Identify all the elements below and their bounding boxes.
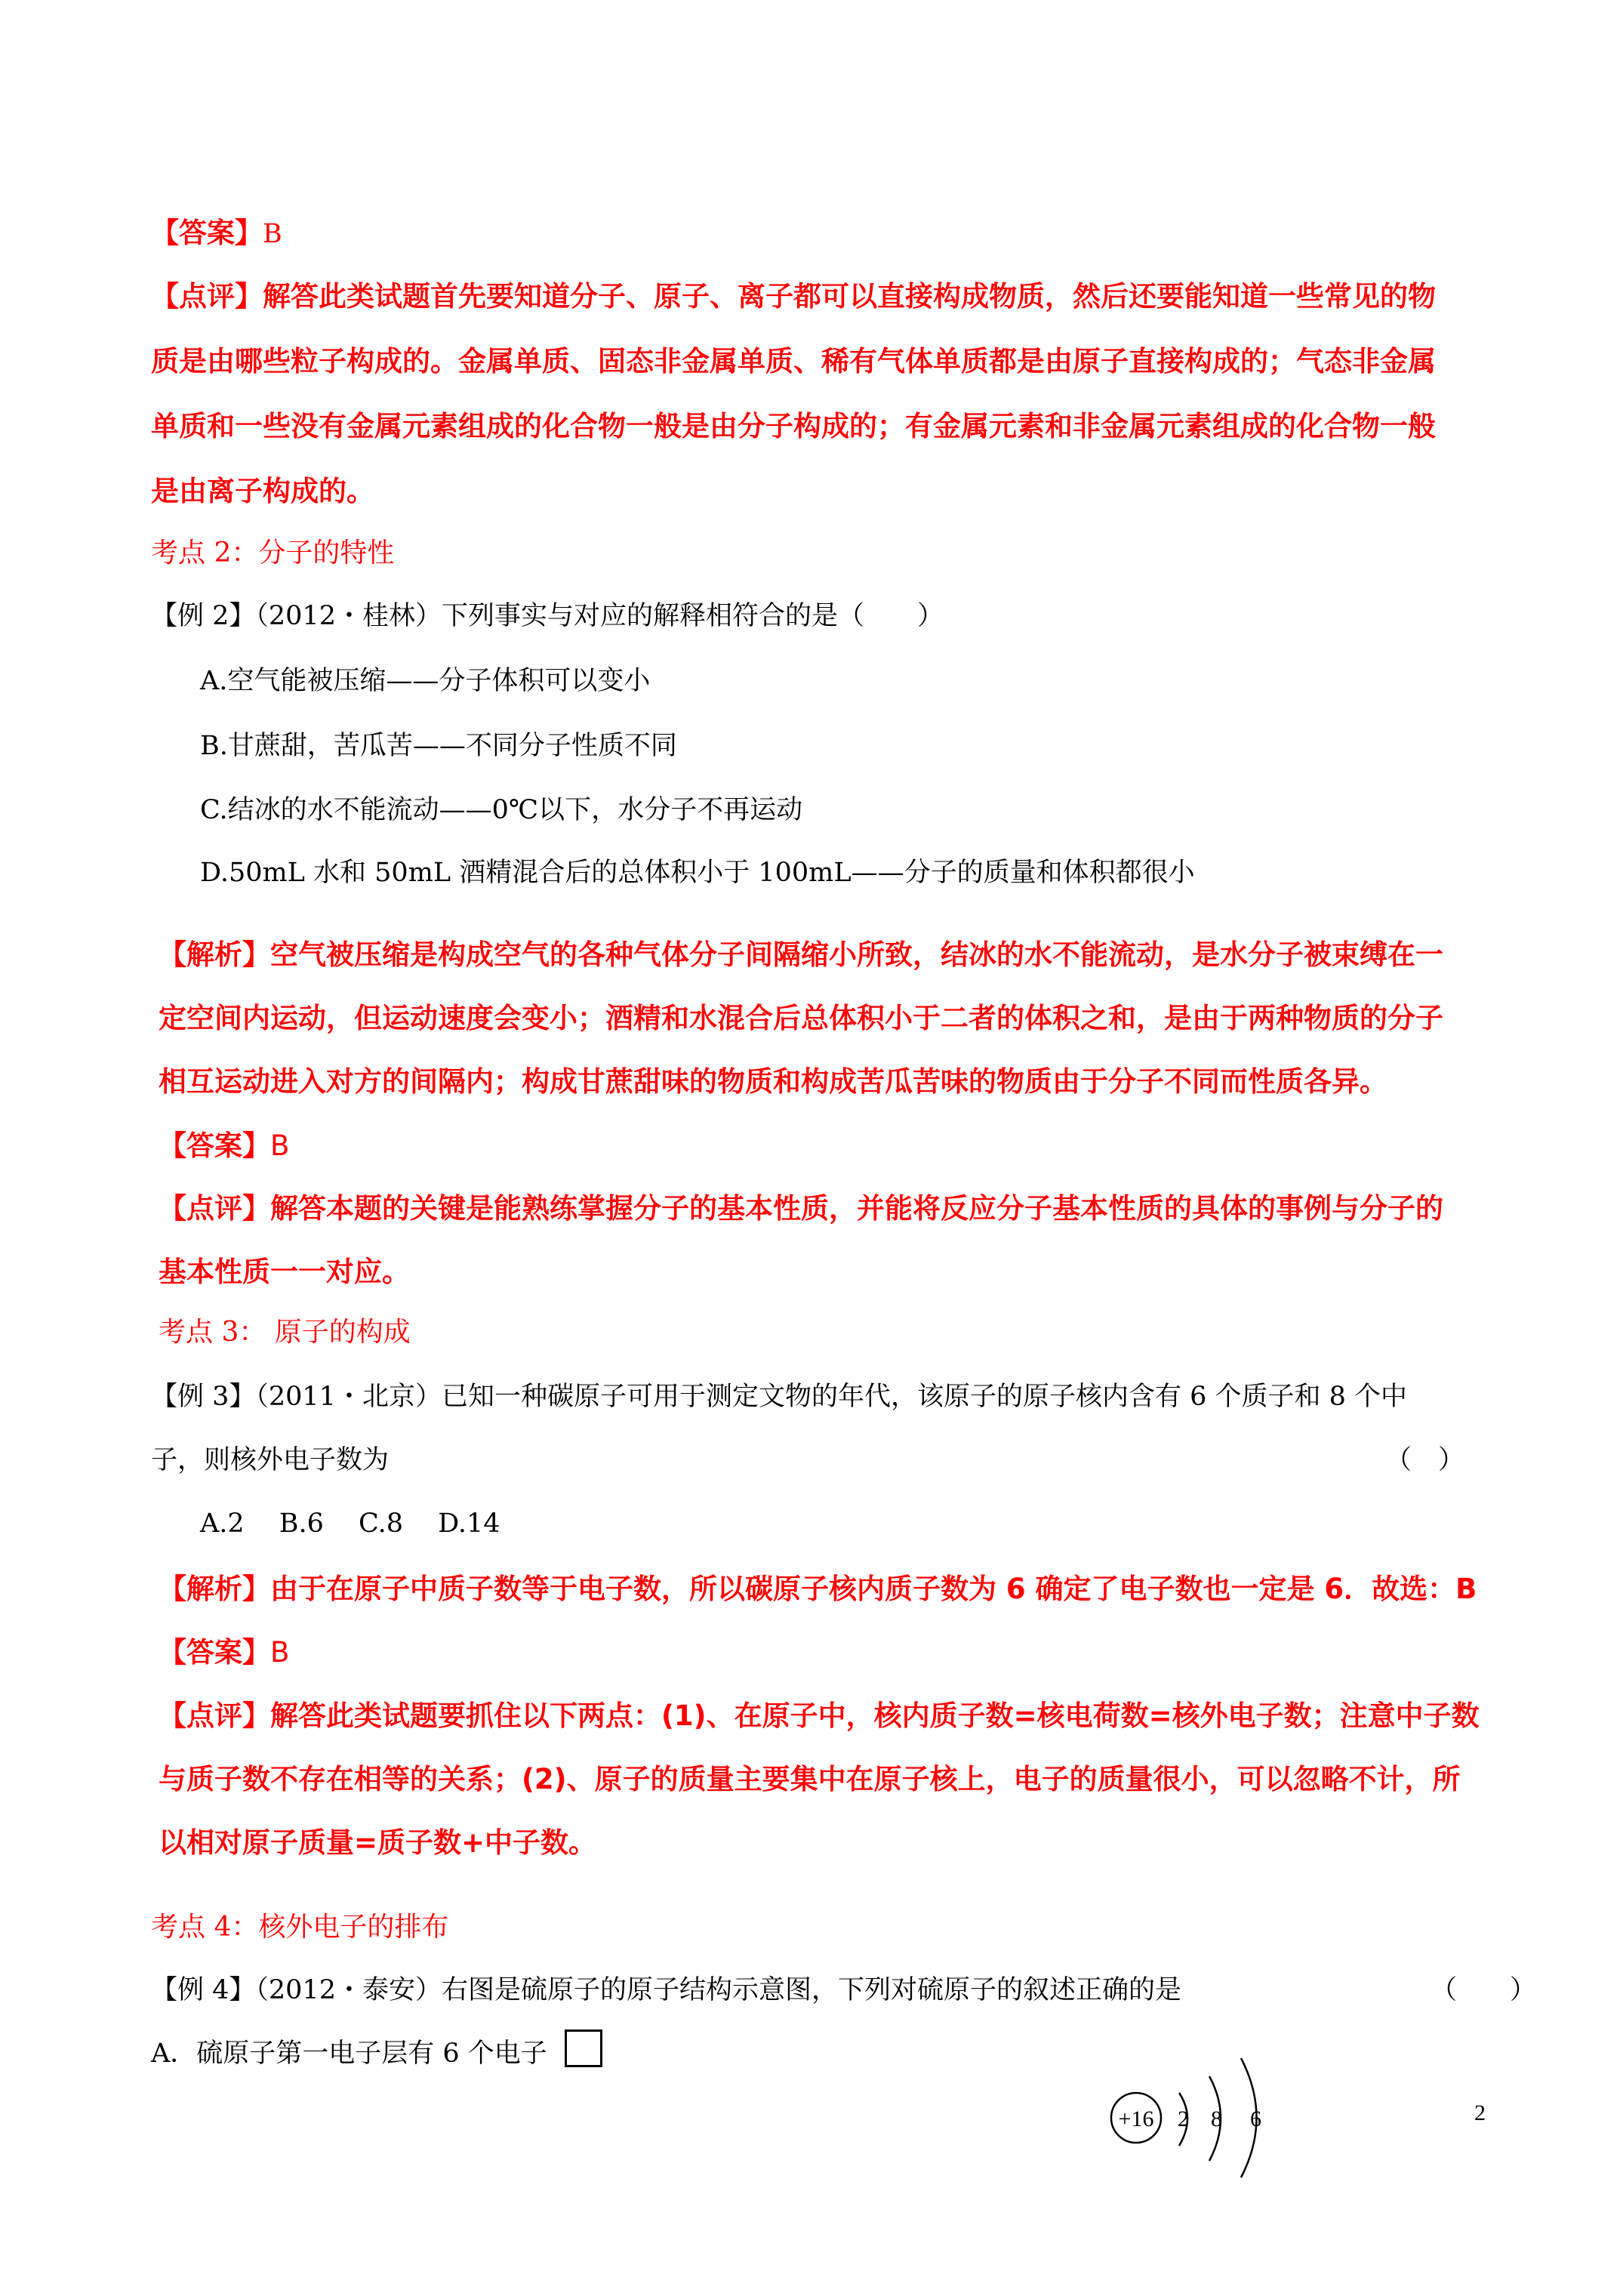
comment-text: 与质子数不存在相等的关系；(2)、原子的质量主要集中在原子核上，电子的质量很小，可以忽略不计，所 xyxy=(159,1763,1461,1795)
comment-line-1 xyxy=(151,273,1436,314)
comment-tag: 【点评】 xyxy=(159,1700,270,1732)
comment-text: 解答本题的关键是能熟练掌握分子的基本性质，并能将反应分子基本性质的具体的事例与分子的 xyxy=(270,1192,1443,1225)
checkbox-square xyxy=(565,2029,602,2067)
sulfur-atom-diagram xyxy=(1102,2046,1298,2182)
nucleus-label: +16 xyxy=(1118,2106,1154,2131)
analysis-text: 由于在原子中质子数等于电子数，所以碳原子核内质子数为 6 确定了电子数也一定是 6．故选：B xyxy=(270,1573,1477,1605)
answer-tag: 【答案】 xyxy=(159,1636,270,1669)
answer-paren: （ ） xyxy=(1385,1445,1465,1475)
comment-text: 基本性质一一对应。 xyxy=(159,1256,410,1288)
section-title: 考点 2：分子的特性 xyxy=(151,538,395,569)
comment-tag: 【点评】 xyxy=(151,280,263,313)
option-a: A．硫原子第一电子层有 6 个电子 xyxy=(151,2039,547,2069)
example-stem: 【例 4】（2012・泰安）右图是硫原子的原子结构示意图，下列对硫原子的叙述正确的是 xyxy=(151,1975,1181,2005)
option-d: D.50mL 水和 50mL 酒精混合后的总体积小于 100mL——分子的质量和体积都很小 xyxy=(200,858,1195,888)
comment-text: 解答此类试题要抓住以下两点：(1)、在原子中，核内质子数=核电荷数=核外电子数；注意中子数 xyxy=(270,1700,1480,1732)
analysis-text: 相互运动进入对方的间隔内；构成甘蔗甜味的物质和构成苦瓜苦味的物质由于分子不同而性质各异。 xyxy=(159,1065,1387,1098)
page-number: 2 xyxy=(1474,2100,1486,2125)
answer-value: B xyxy=(270,1636,290,1669)
answer-line-2 xyxy=(159,1123,289,1163)
analysis-line-3 xyxy=(159,1566,1477,1607)
analysis-text: 空气被压缩是构成空气的各种气体分子间隔缩小所致，结冰的水不能流动，是水分子被束缚在一 xyxy=(270,938,1443,971)
example-stem: 【例 3】（2011・北京）已知一种碳原子可用于测定文物的年代，该原子的原子核内含有 6 个质子和 8 个中 xyxy=(151,1382,1408,1412)
comment-text: 是由离子构成的。 xyxy=(151,475,374,507)
shell-count-1: 2 xyxy=(1178,2106,1189,2131)
example-stem: 子，则核外电子数为 xyxy=(151,1445,390,1475)
answer-line-1 xyxy=(151,210,282,251)
comment-text: 解答此类试题首先要知道分子、原子、离子都可以直接构成物质，然后还要能知道一些常见的物 xyxy=(263,280,1436,313)
option-a: A.空气能被压缩——分子体积可以变小 xyxy=(200,666,651,696)
analysis-line-1 xyxy=(159,932,1443,972)
comment-line-3 xyxy=(159,1693,1480,1734)
comment-line-2 xyxy=(159,1185,1443,1226)
option-b: B.甘蔗甜，苦瓜苦——不同分子性质不同 xyxy=(200,731,677,761)
comment-tag: 【点评】 xyxy=(159,1192,270,1225)
comment-text: 以相对原子质量=质子数+中子数。 xyxy=(159,1826,597,1859)
comment-text: 单质和一些没有金属元素组成的化合物一般是由分子构成的；有金属元素和非金属元素组成的化合物一般 xyxy=(151,410,1436,442)
answer-value: B xyxy=(270,1130,290,1162)
shell-count-3: 6 xyxy=(1250,2106,1261,2131)
comment-text: 质是由哪些粒子构成的。金属单质、固态非金属单质、稀有气体单质都是由原子直接构成的；气态非金属 xyxy=(151,345,1436,378)
option-c: C.结冰的水不能流动——0℃以下，水分子不再运动 xyxy=(200,795,803,825)
analysis-tag: 【解析】 xyxy=(159,1573,270,1605)
options: A.2 B.6 C.8 D.14 xyxy=(200,1509,500,1539)
analysis-text: 定空间内运动，但运动速度会变小；酒精和水混合后总体积小于二者的体积之和，是由于两种物质的分子 xyxy=(159,1002,1443,1034)
answer-line-3 xyxy=(159,1629,289,1670)
section-title: 考点 3： 原子的构成 xyxy=(159,1317,411,1348)
example-stem: 【例 2】（2012・桂林）下列事实与对应的解释相符合的是（ ） xyxy=(151,601,944,631)
answer-paren: （ ） xyxy=(1431,1975,1537,2005)
section-title: 考点 4：核外电子的排布 xyxy=(151,1912,449,1943)
answer-tag: 【答案】 xyxy=(159,1130,270,1162)
answer-value: B xyxy=(263,219,282,249)
answer-tag: 【答案】 xyxy=(151,217,263,249)
shell-count-2: 8 xyxy=(1211,2106,1222,2131)
analysis-tag: 【解析】 xyxy=(159,938,270,971)
